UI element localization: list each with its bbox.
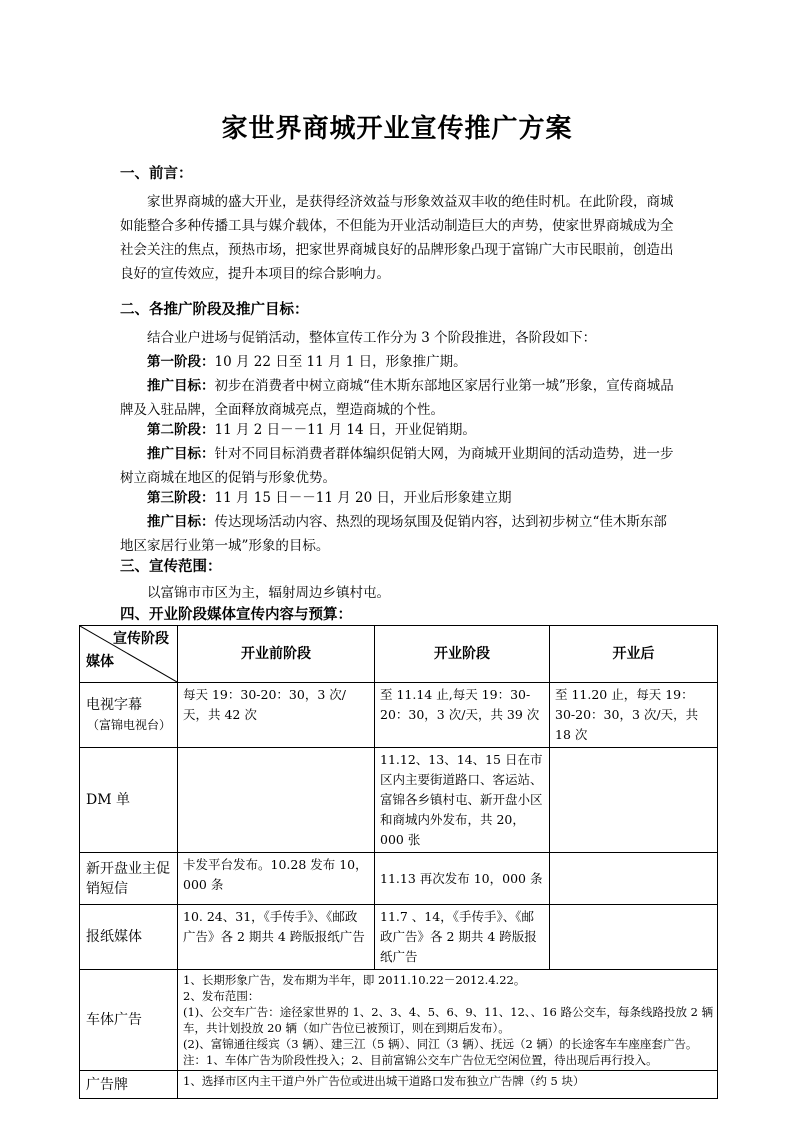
table-cell (550, 748, 718, 853)
table-cell: 11.13 再次发布 10，000 条 (375, 853, 550, 905)
scope-paragraph: 以富锦市市区为主，辐射周边乡镇村屯。 (147, 585, 390, 601)
tv-label: 电视字幕 (86, 697, 142, 713)
phase3-text: 11 月 15 日－－11 月 20 日，开业后形象建立期 (214, 490, 512, 506)
billboard-details-cell: 1、选择市区内主干道户外广告位或进出城干道路口发布独立广告牌（约 5 块） (178, 1071, 718, 1099)
bus-line: 注：1、车体广告为阶段性投入；2、目前富锦公交车广告位无空闲位置，待出现后再行投入。 (183, 1053, 658, 1067)
tv-sublabel: （富锦电视台） (86, 718, 171, 732)
preface-paragraph: 家世界商城的盛大开业，是获得经济效益与形象效益双丰收的绝佳时机。在此阶段，商城如能整合多种传播工具与媒介载体，不但能为开业活动制造巨大的声势，使家世界商城成为全社会关注的焦点，预热市场，把家世界商城良好的品牌形象凸现于富锦广大市民眼前，创造出良好的宣传效应，提升本项目的综合影响力。 (120, 194, 674, 282)
section-heading-preface: 一、前言： (120, 165, 193, 182)
diagonal-header-cell (80, 626, 178, 683)
bus-line: 1、长期形象广告，发布期为半年，即 2011.10.22－2012.4.22。 (183, 973, 526, 987)
phases-intro: 结合业户进场与促销活动，整体宣传工作分为 3 个阶段推进，各阶段如下： (147, 330, 597, 346)
phase1-text: 10 月 22 日至 11 月 1 日，形象推广期。 (214, 354, 467, 370)
table-row (80, 905, 718, 970)
media-cell-billboard: 广告牌 (80, 1071, 178, 1099)
bus-line: (1)、公交车广告：途径家世界的 1、2、3、4、5、6、9、11、12、、16 路公交车，每条线路投放 2 辆 (183, 1005, 714, 1019)
bus-line: 车，共计划投放 20 辆（如广告位已被预订，则在到期后发布）。 (183, 1021, 510, 1035)
table-header-row (80, 626, 718, 683)
goal1-paragraph (120, 374, 676, 422)
media-cell-newspaper: 报纸媒体 (80, 905, 178, 970)
col-header-opening: 开业阶段 (375, 626, 550, 683)
phase3-label: 第三阶段： (147, 490, 215, 506)
table-row (80, 1071, 718, 1099)
col-header-post-opening: 开业后 (550, 626, 718, 683)
table-cell: 至 11.20 止，每天 19：30-20：30，3 次/天，共 18 次 (550, 683, 718, 748)
goal2-paragraph (120, 442, 676, 490)
table-row (80, 970, 718, 1071)
section-heading-phases: 二、各推广阶段及推广目标： (120, 301, 309, 318)
media-budget-table (79, 625, 718, 1099)
phase1-line (147, 350, 675, 374)
table-cell (550, 853, 718, 905)
table-cell: 11.12、13、14、15 日在市区内主要街道路口、客运站、富锦各乡镇村屯、新开盘小区和商城内外发布，共 20，000 张 (375, 748, 550, 853)
table-cell: 每天 19：30-20：30，3 次/天，共 42 次 (178, 683, 375, 748)
section-heading-media: 四、开业阶段媒体宣传内容与预算： (120, 606, 352, 623)
bus-details-cell (178, 970, 718, 1071)
table-row (80, 683, 718, 748)
section-heading-scope: 三、宣传范围： (120, 558, 222, 575)
diag-label-stage: 宣传阶段 (113, 631, 169, 647)
goal2-text: 针对不同目标消费者群体编织促销大网，为商城开业期间的活动造势，进一步树立商城在地区的促销与形象优势。 (120, 446, 674, 486)
goal3-text: 传达现场活动内容、热烈的现场氛围及促销内容，达到初步树立“佳木斯东部地区家居行业第一城”形象的目标。 (120, 514, 667, 554)
media-cell-sms: 新开盘业主促销短信 (80, 853, 178, 905)
diag-label-media: 媒体 (86, 654, 114, 670)
table-cell: 卡发平台发布。10.28 发布 10，000 条 (178, 853, 375, 905)
goal3-paragraph (120, 510, 676, 558)
table-cell: 10. 24、31，《手传手》、《邮政广告》各 2 期共 4 跨版报纸广告 (178, 905, 375, 970)
media-cell-dm: DM 单 (80, 748, 178, 853)
table-row (80, 853, 718, 905)
phase2-label: 第二阶段： (147, 422, 215, 438)
document-title: 家世界商城开业宣传推广方案 (221, 114, 573, 144)
col-header-pre-opening: 开业前阶段 (178, 626, 375, 683)
phase1-label: 第一阶段： (147, 354, 215, 370)
goal2-label: 推广目标： (147, 446, 215, 462)
table-cell: 至 11.14 止,每天 19：30-20：30，3 次/天，共 39 次 (375, 683, 550, 748)
table-cell: 11.7 、14，《手传手》、《邮政广告》各 2 期共 4 跨版报纸广告 (375, 905, 550, 970)
phase2-text: 11 月 2 日－－11 月 14 日，开业促销期。 (214, 422, 476, 438)
table-row (80, 748, 718, 853)
goal3-label: 推广目标： (147, 514, 215, 530)
media-cell-bus: 车体广告 (80, 970, 178, 1071)
table-cell (178, 748, 375, 853)
bus-line: (2)、富锦通往绥宾（3 辆）、建三江（5 辆）、同江（3 辆）、抚远（2 辆）的长途客车车座座套广告。 (183, 1037, 698, 1051)
goal1-text: 初步在消费者中树立商城“佳木斯东部地区家居行业第一城”形象，宣传商城品牌及入驻品牌，全面释放商城亮点，塑造商城的个性。 (120, 378, 674, 418)
media-cell-tv (80, 683, 178, 748)
phase3-line (147, 486, 675, 510)
goal1-label: 推广目标： (147, 378, 215, 394)
bus-line: 2、发布范围： (183, 989, 260, 1003)
table-cell (550, 905, 718, 970)
phase2-line (147, 418, 675, 442)
